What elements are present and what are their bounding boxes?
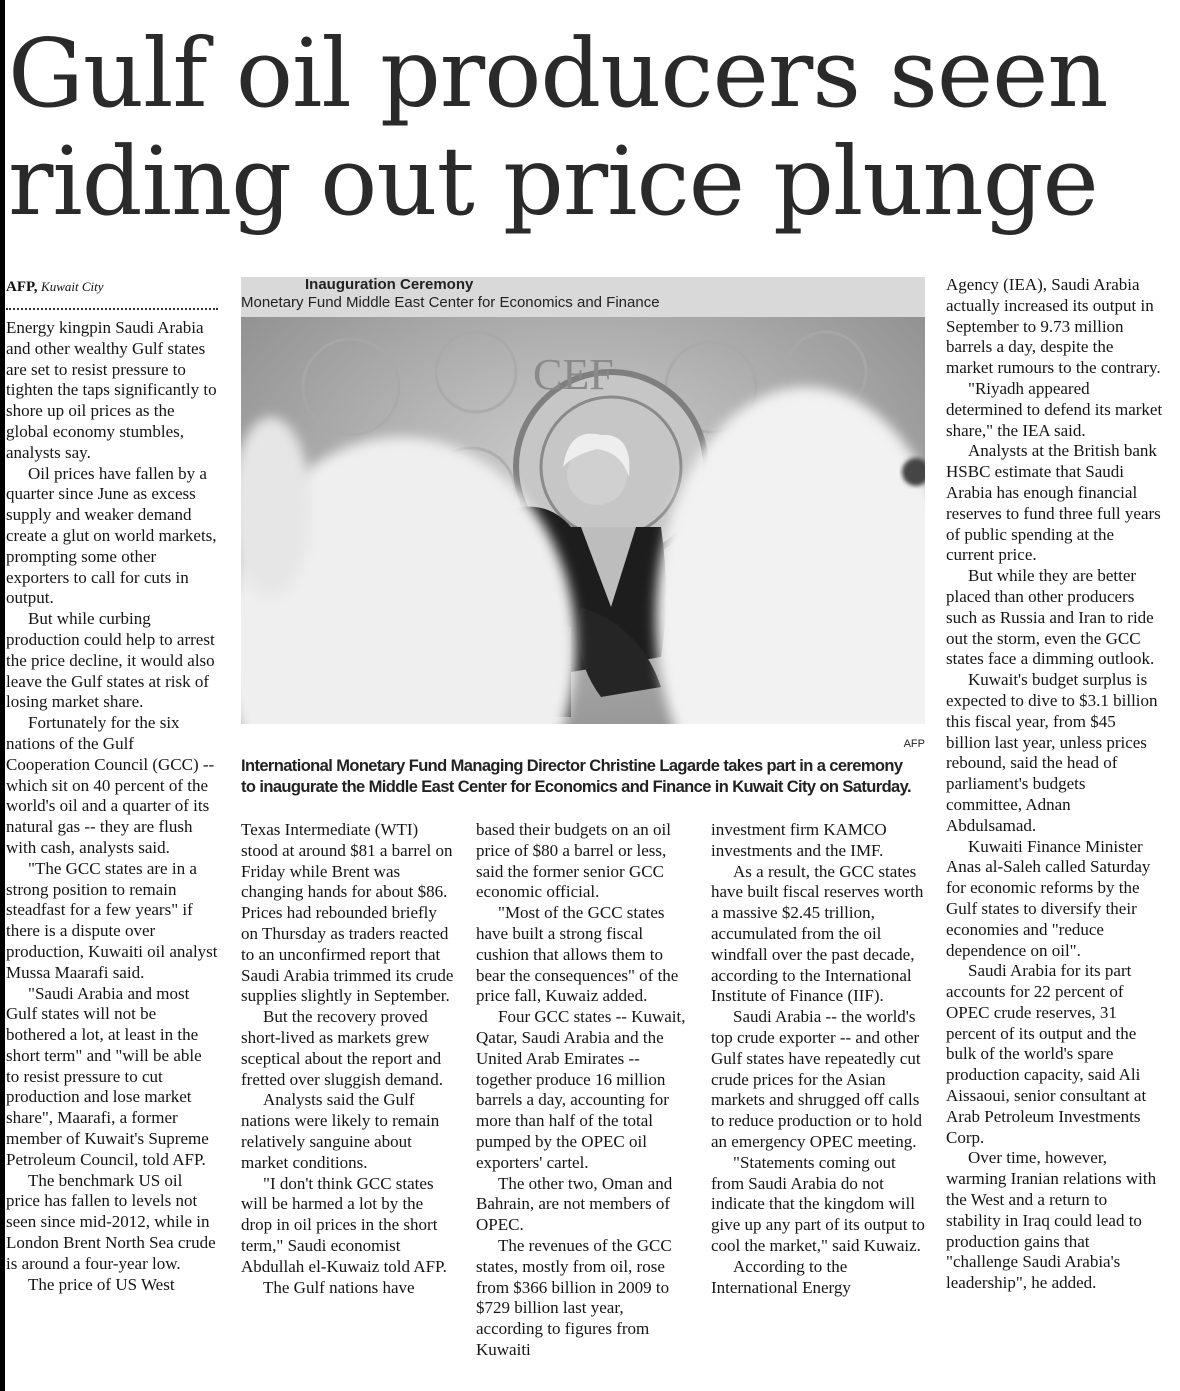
paragraph: But while curbing production could help to arrest the price decline, it would also leave the Gulf states at risk of losing market share.	[6, 609, 215, 712]
article-column-5	[946, 275, 1164, 1294]
paragraph: Oil prices have fallen by a quarter since June as excess supply and weaker demand create a glut on world markets, prompting some other exporters to call for cuts in output.	[6, 463, 217, 608]
paragraph: Over time, however, warming Iranian relations with the West and a return to stability in Iraq could lead to production gains that "challenge Saudi Arabia's leadership", he added.	[946, 1148, 1157, 1293]
paragraph: "The GCC states are in a strong position to remain steadfast for a few years" if there is a dispute over production, Kuwaiti oil analyst Mussa Maarafi said.	[6, 858, 218, 982]
paragraph: based their budgets on an oil price of $80 a barrel or less, said the former senior GCC economic official.	[476, 820, 671, 902]
paragraph: The Gulf nations have	[263, 1277, 415, 1297]
paragraph: The other two, Oman and Bahrain, are not members of OPEC.	[476, 1173, 673, 1235]
paragraph: "I don't think GCC states will be harmed a lot by the drop in oil prices in the short term," Saudi economist Abdullah el-Kuwaiz told AFP.	[241, 1173, 447, 1276]
paragraph: Fortunately for the six nations of the Gulf Cooperation Council (GCC) -- which sit on 40 percent of the world's oil and a quarter of its natural gas -- they are flush with cash, analysts said.	[6, 713, 215, 857]
headline-line-2: riding out price plunge	[8, 127, 1098, 237]
paragraph: Agency (IEA), Saudi Arabia actually increased its output in September to 9.73 million barrels a day, despite the market rumours to the contrary.	[946, 275, 1161, 378]
paragraph: Analysts at the British bank HSBC estimate that Saudi Arabia has enough financial reserves to fund three full years of public spending at the current price.	[946, 441, 1161, 565]
photo-illustration	[241, 277, 925, 724]
caption-line-1: International Monetary Fund Managing Director Christine Lagarde takes part in a ceremony	[241, 757, 903, 775]
paragraph: Kuwaiti Finance Minister Anas al-Saleh called Saturday for economic reforms by the Gulf states to diversify their economies and "reduce dependence on oil".	[946, 836, 1151, 960]
article-column-1	[6, 318, 218, 1295]
article-column-2	[241, 820, 456, 1298]
paragraph: According to the International Energy	[711, 1256, 851, 1297]
byline-dotted-rule	[6, 308, 218, 310]
paragraph: Texas Intermediate (WTI) stood at around $81 a barrel on Friday while Brent was changing hands for about $86. Prices had rebounded briefly on Thursday as traders reacted to an unconfirmed report that Saudi Arabia trimmed its crude supplies slightly in September.	[241, 820, 454, 1006]
paragraph: Saudi Arabia -- the world's top crude exporter -- and other Gulf states have repeatedly cut crude prices for the Asian markets and shrugged off calls to reduce production or to hold an emergency OPEC meeting.	[711, 1007, 923, 1151]
paragraph: The benchmark US oil price has fallen to levels not seen since mid-2012, while in London Brent North Sea crude is around a four-year low.	[6, 1170, 216, 1273]
headline-line-1: Gulf oil producers seen	[8, 19, 1108, 129]
paragraph: Kuwait's budget surplus is expected to dive to $3.1 billion this fiscal year, from $45 billion last year, unless prices rebound, said the head of parliament's budgets committee, Adnan Abdulsamad.	[946, 670, 1158, 835]
paragraph: "Saudi Arabia and most Gulf states will not be bothered a lot, at least in the short term" and "will be able to resist pressure to cut production and lose market share", Maarafi, a former member of Kuwait's Supreme Petroleum Council, told AFP.	[6, 983, 209, 1169]
paragraph: The price of US West	[28, 1274, 175, 1294]
paragraph: "Statements coming out from Saudi Arabia do not indicate that the kingdom will give up any part of its output to cool the market," said Kuwaiz.	[711, 1152, 925, 1255]
banner-line-1: Inauguration Ceremony	[305, 277, 474, 293]
news-photo	[241, 277, 925, 724]
byline-place: Kuwait City	[41, 279, 104, 294]
paragraph: But the recovery proved short-lived as markets grew sceptical about the report and fretted over sluggish demand.	[241, 1007, 444, 1089]
banner-line-2: Monetary Fund Middle East Center for Economics and Finance	[241, 294, 660, 311]
byline-agency: AFP,	[6, 279, 38, 295]
paragraph: Energy kingpin Saudi Arabia and other wealthy Gulf states are set to resist pressure to tighten the taps significantly to shore up oil prices as the global economy stumbles, analysts say.	[6, 318, 217, 462]
backdrop-cef-text: CEF	[533, 350, 614, 399]
paragraph: "Riyadh appeared determined to defend its market share," the IEA said.	[946, 378, 1163, 440]
page-edge-rule	[0, 0, 5, 1391]
photo-credit: AFP	[903, 738, 925, 750]
paragraph: Saudi Arabia for its part accounts for 22 percent of OPEC crude reserves, 31 percent of its output and the bulk of the world's spare production capacity, said Ali Aissaoui, senior consultant at Arab Petroleum Investments Corp.	[946, 961, 1147, 1147]
paragraph: Analysts said the Gulf nations were likely to remain relatively sanguine about market conditions.	[241, 1090, 440, 1172]
paragraph: As a result, the GCC states have built fiscal reserves worth a massive $2.45 trillion, accumulated from the oil windfall over the past decade, according to the International Institute of Finance (IIF).	[711, 861, 924, 1006]
byline	[6, 279, 218, 296]
caption-line-2: to inaugurate the Middle East Center for Economics and Finance in Kuwait City on Saturday.	[241, 778, 911, 796]
headline	[8, 20, 1173, 236]
paragraph: Four GCC states -- Kuwait, Qatar, Saudi Arabia and the United Arab Emirates -- together produce 16 million barrels a day, accounting for more than half of the total pumped by the OPEC oil exporters' cartel.	[476, 1007, 686, 1172]
paragraph: The revenues of the GCC states, mostly from oil, rose from $366 billion in 2009 to $729 billion last year, according to figures from Kuwaiti	[476, 1235, 672, 1359]
article-column-4	[711, 820, 926, 1298]
paragraph: "Most of the GCC states have built a strong fiscal cushion that allows them to bear the consequences" of the price fall, Kuwaiz added.	[476, 903, 679, 1006]
paragraph: But while they are better placed than other producers such as Russia and Iran to ride out the storm, even the GCC states face a dimming outlook.	[946, 566, 1155, 669]
paragraph: investment firm KAMCO investments and the IMF.	[711, 820, 887, 860]
article-column-3	[476, 820, 691, 1361]
photo-caption	[241, 756, 931, 798]
